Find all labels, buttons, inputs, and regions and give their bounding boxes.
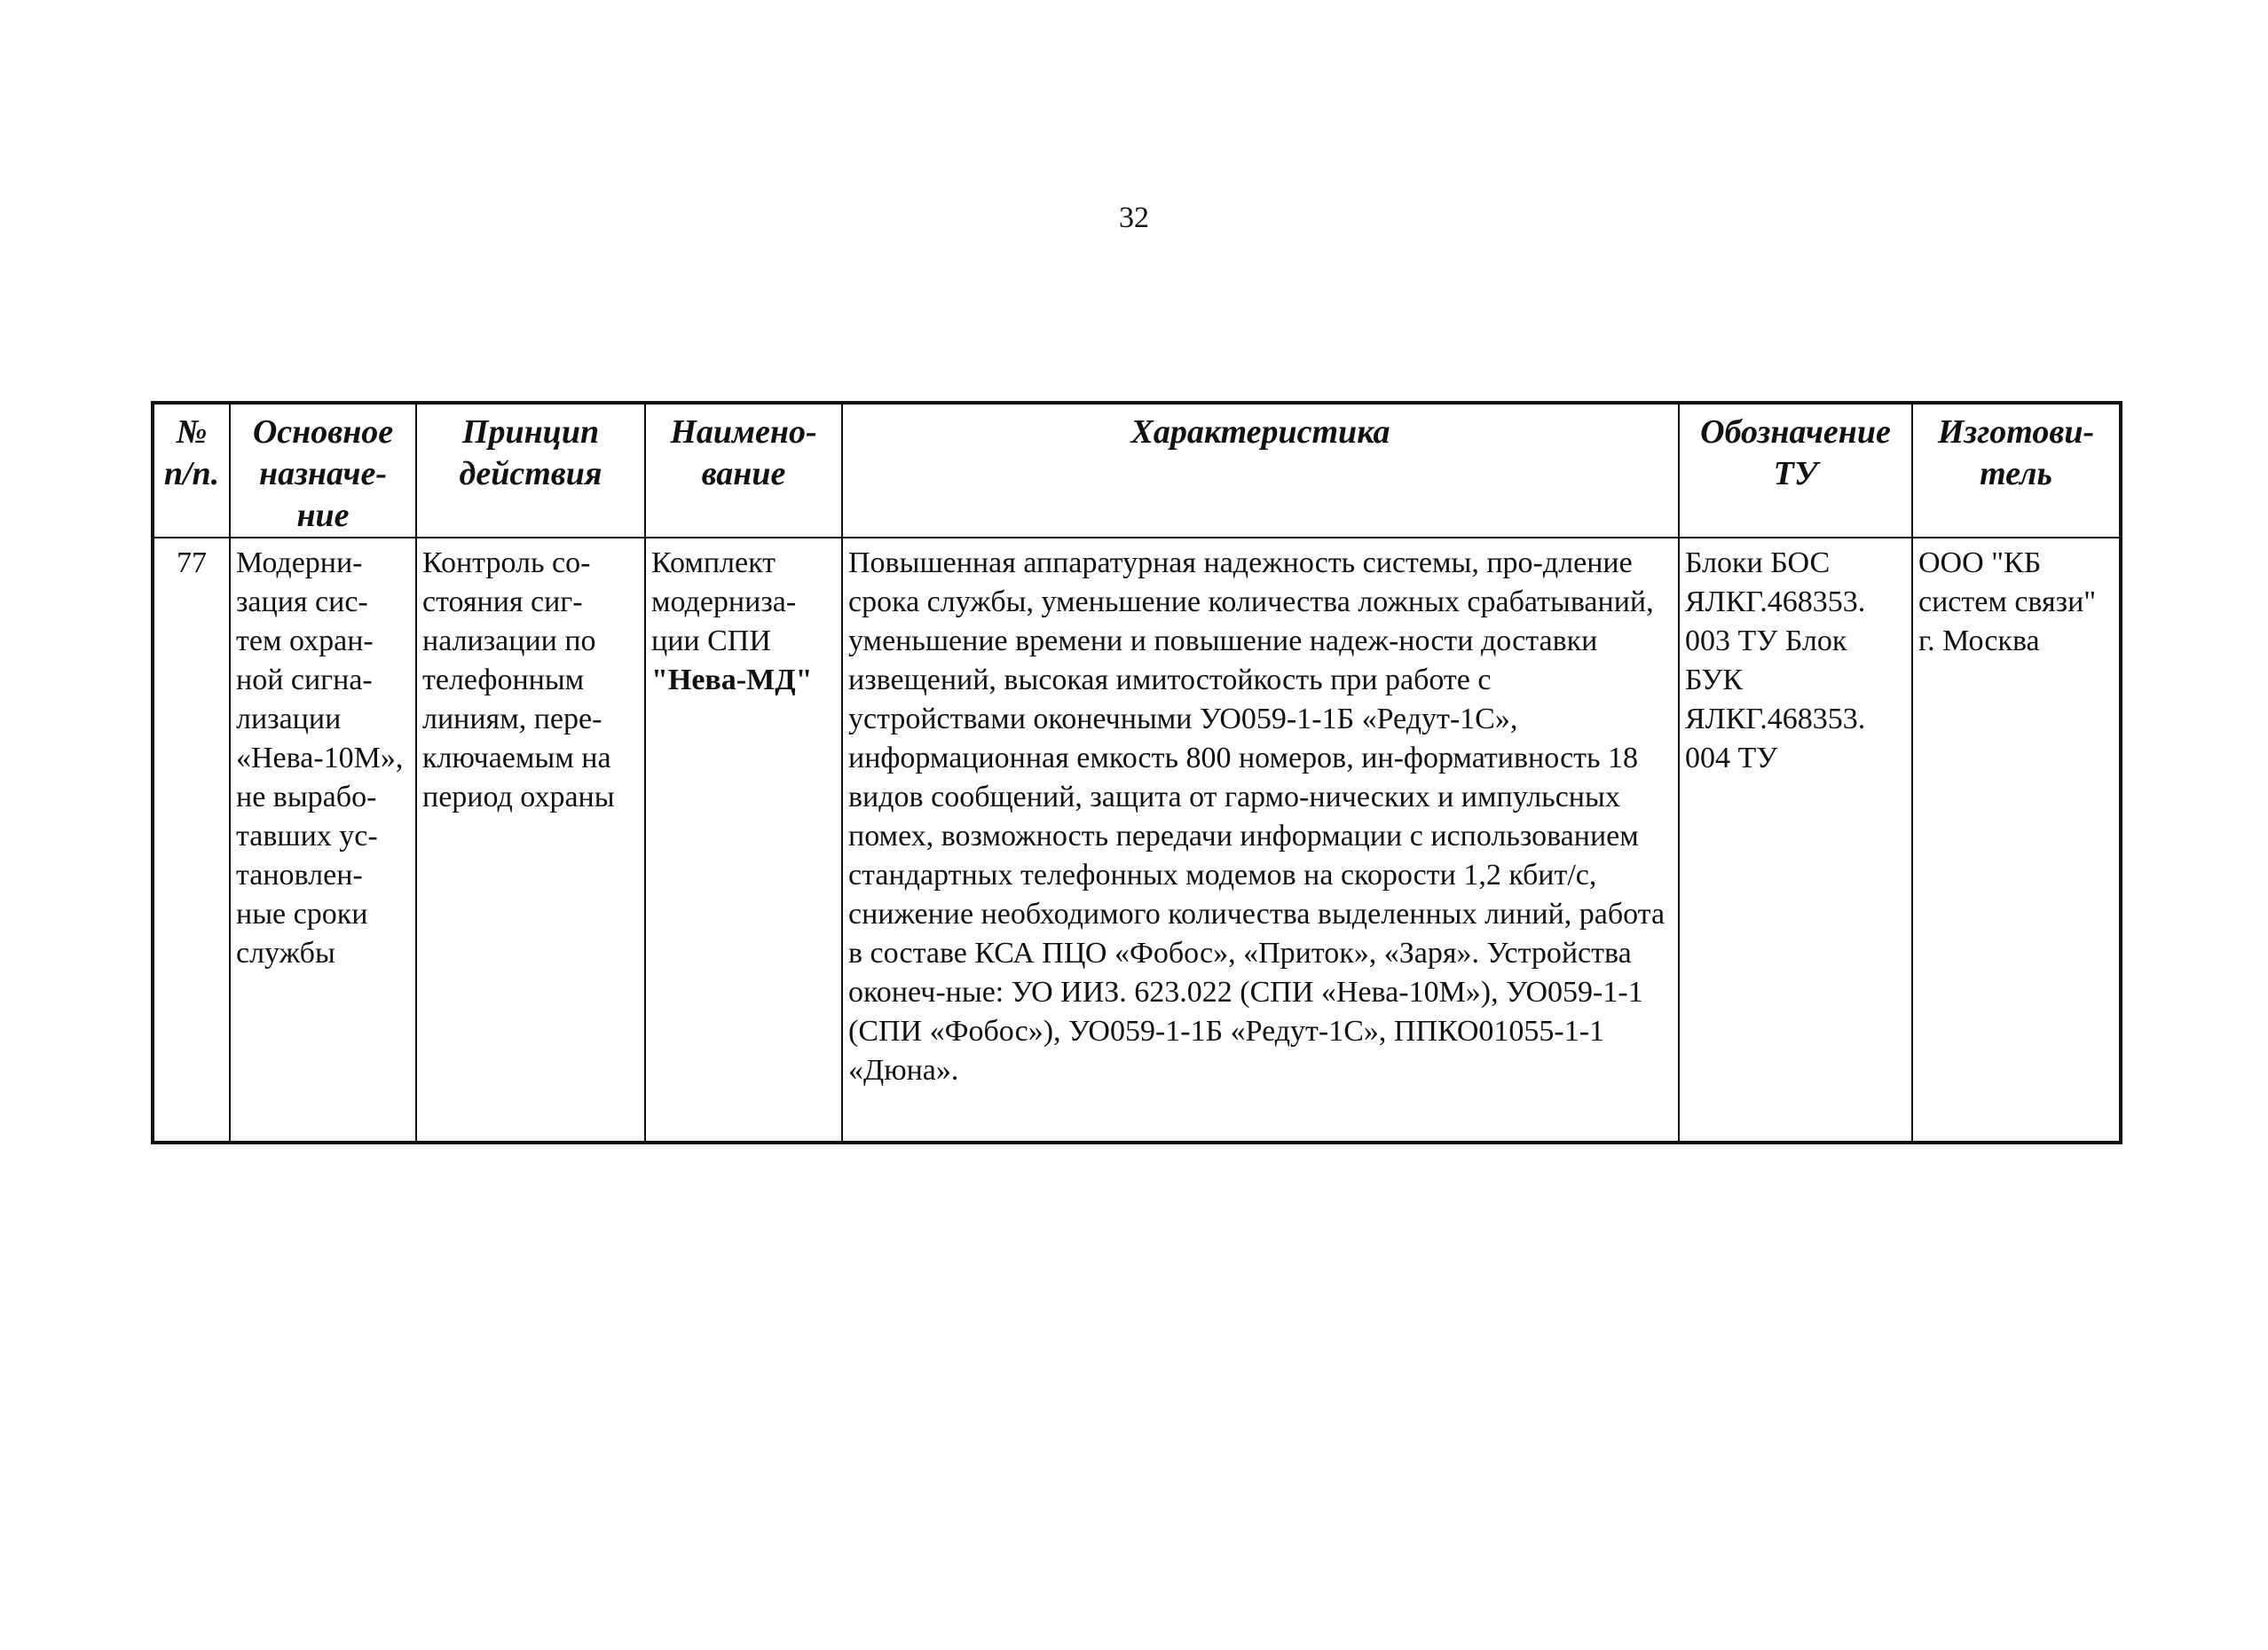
header-num: № п/п. [153,403,230,538]
cell-name-bold: "Нева-МД" [651,664,813,696]
table-row [153,538,2121,1143]
header-manufacturer: Изготови-тель [1912,403,2121,538]
cell-designation: Блоки БОС ЯЛКГ.468353. 003 ТУ Блок БУК ЯЛКГ.468353. 004 ТУ [1679,538,1912,1143]
cell-manufacturer: ООО "КБ систем связи" г. Москва [1912,538,2121,1143]
header-designation: Обозначение ТУ [1679,403,1912,538]
cell-principle: Контроль со-стояния сиг-нализации по телефонным линиям, пере-ключаемым на период охраны [416,538,645,1143]
table-header-row [153,403,2121,538]
cell-name-prefix: Комплект модерниза-ции СПИ [651,546,797,657]
header-principle: Принцип действия [416,403,645,538]
header-name: Наимено-вание [645,403,842,538]
cell-characteristics: Повышенная аппаратурная надежность системы, про-дление срока службы, уменьшение количества ложных срабатываний, уменьшение времени и повышение надеж-ности доставки извещений, высокая имитостойкость при работе с устройствами оконечными УО059-1-1Б «Редут-1С», информационная емкость 800 номеров, ин-формативность 18 видов сообщений, защита от гармо-нических и импульсных помех, возможность передачи информации с использованием стандартных телефонных модемов на скорости 1,2 кбит/с, снижение необходимого количества выделенных линий, работа в составе КСА ПЦО «Фобос», «Приток», «Заря». Устройства оконеч-ные: УО ИИЗ. 623.022 (СПИ «Нева-10М»), УО059-1-1 (СПИ «Фобос»), УО059-1-1Б «Редут-1С», ППКО01055-1-1 «Дюна». [842,538,1679,1143]
header-characteristics: Характеристика [842,403,1679,538]
header-purpose: Основное назначе-ние [230,403,416,538]
page-number: 32 [1119,201,1149,234]
cell-purpose: Модерни-зация сис-тем охран-ной сигна-лизации «Нева-10М», не вырабо-тавших ус-тановлен-ные сроки службы [230,538,416,1143]
equipment-table [151,401,2122,1144]
cell-num: 77 [153,538,230,1143]
cell-name [645,538,842,1143]
